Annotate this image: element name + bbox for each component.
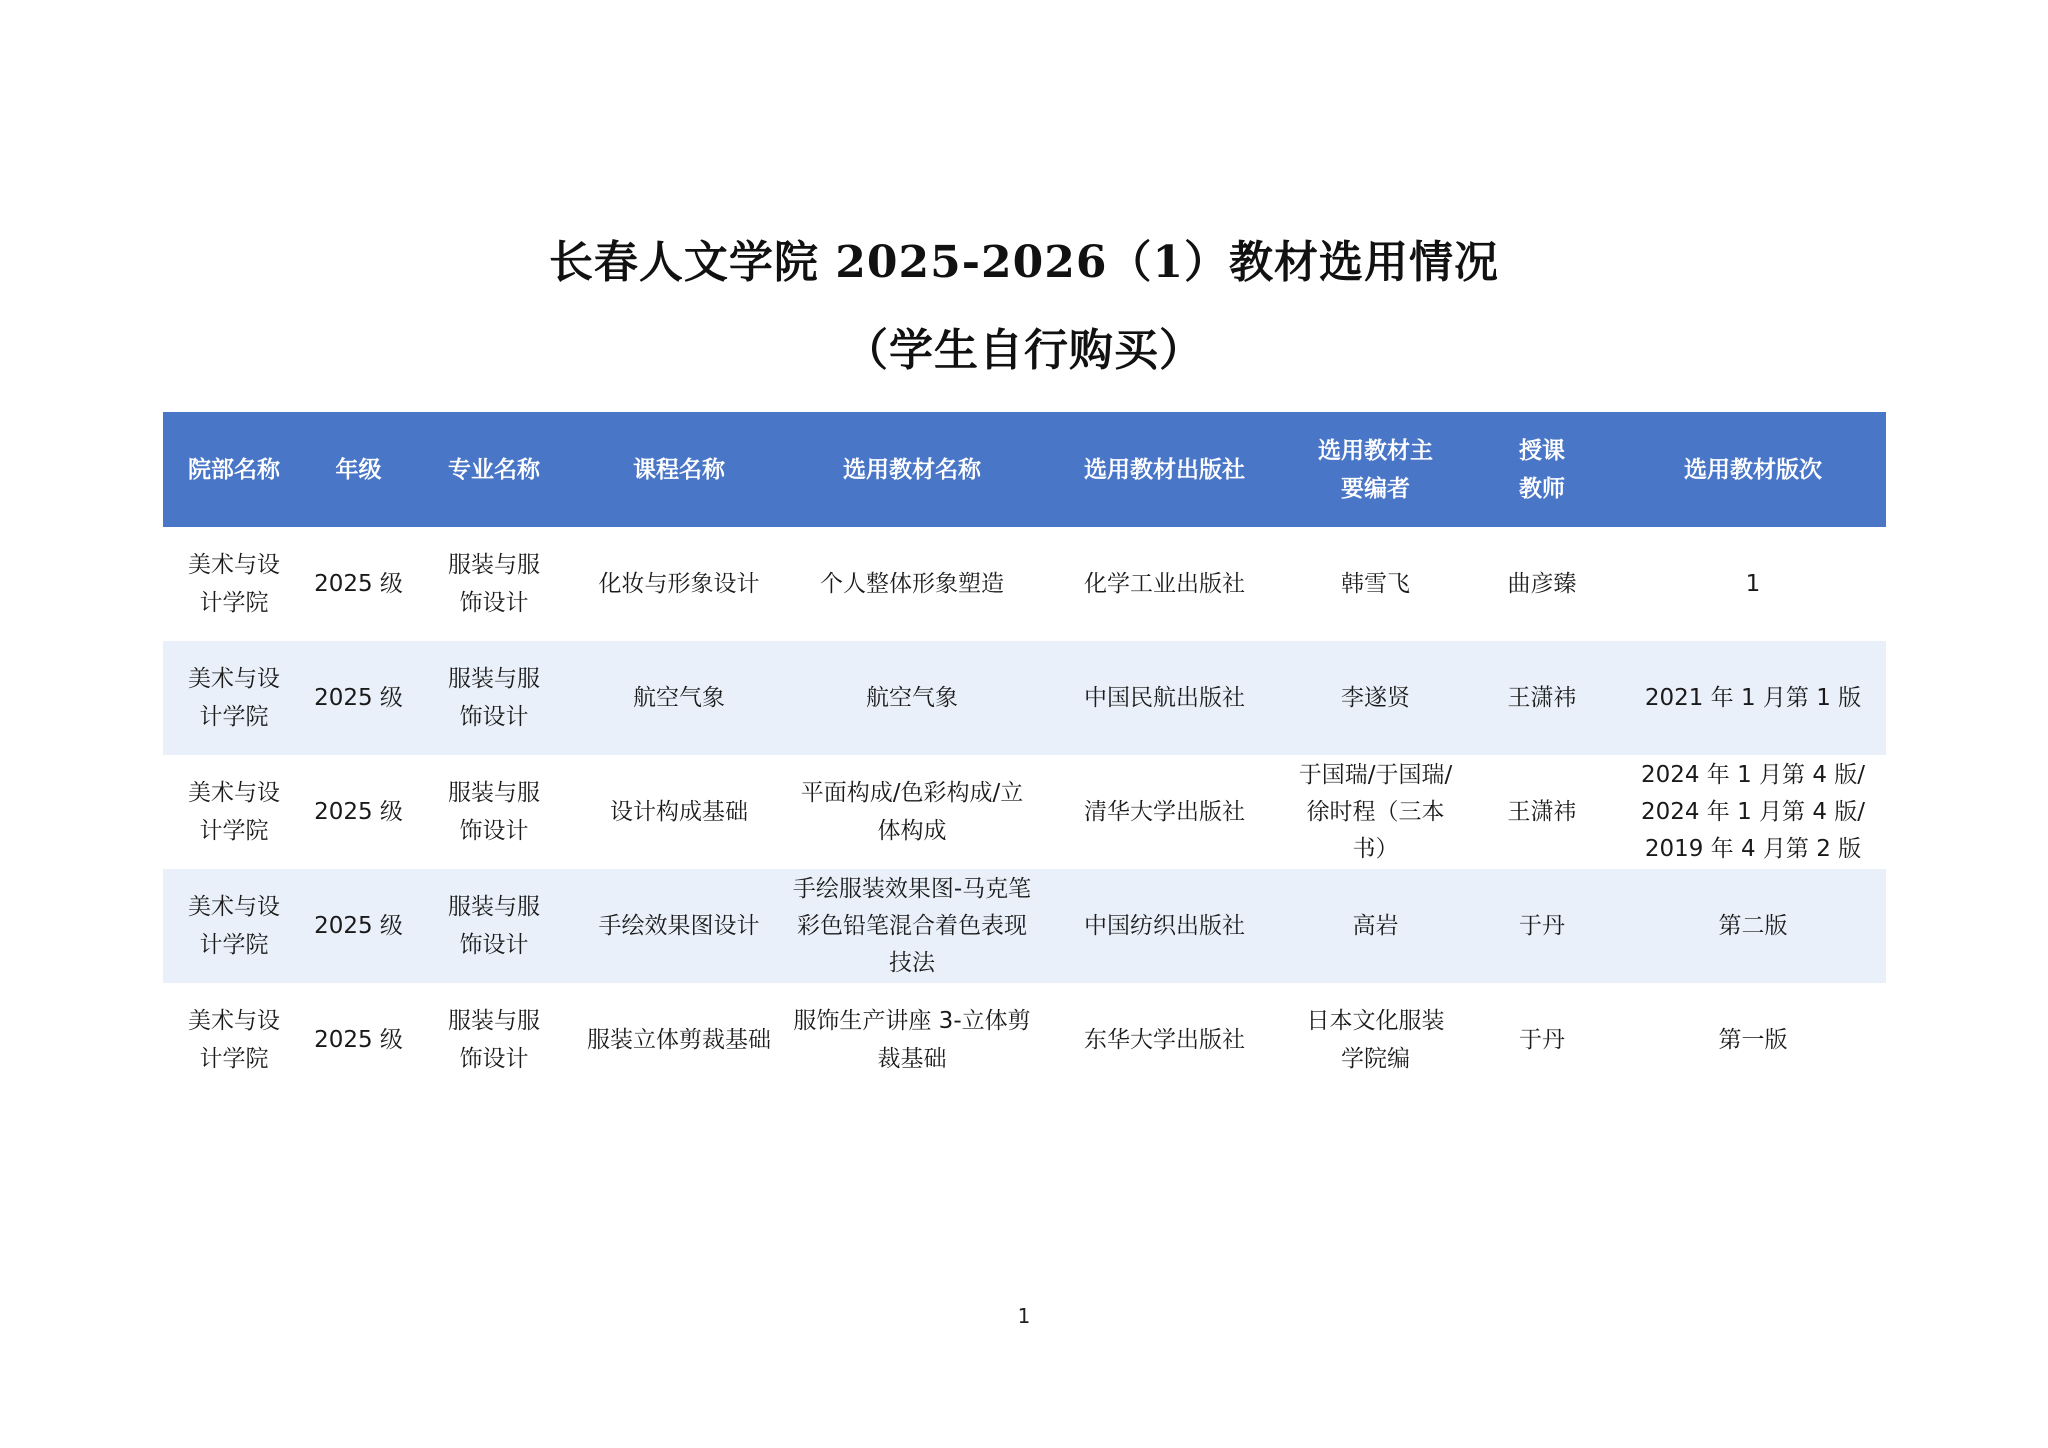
table-row xyxy=(163,527,1886,641)
cell-major: 服装与服饰设计 xyxy=(448,552,540,616)
cell-publisher: 清华大学出版社 xyxy=(1084,799,1245,825)
cell-publisher: 中国纺织出版社 xyxy=(1084,913,1245,939)
cell-teacher: 于丹 xyxy=(1519,913,1565,939)
cell-grade: 2025 级 xyxy=(314,913,403,939)
cell-college: 美术与设计学院 xyxy=(188,666,280,730)
cell-teacher: 曲彦臻 xyxy=(1507,571,1577,597)
cell-textbook: 手绘服装效果图-马克笔彩色铅笔混合着色表现技法 xyxy=(792,875,1032,976)
cell-editor: 韩雪飞 xyxy=(1341,571,1410,597)
cell-edition: 第二版 xyxy=(1718,913,1788,939)
cell-teacher: 于丹 xyxy=(1519,1027,1565,1053)
table-row xyxy=(163,755,1886,869)
cell-course: 化妆与形象设计 xyxy=(598,571,760,597)
textbook-table xyxy=(163,412,1886,1097)
cell-textbook: 航空气象 xyxy=(866,685,958,711)
cell-edition: 1 xyxy=(1745,571,1761,597)
table-header-row xyxy=(163,412,1886,527)
header-course: 课程名称 xyxy=(633,456,725,483)
table-row xyxy=(163,641,1886,755)
page-subtitle: （学生自行购买） xyxy=(844,325,1204,376)
cell-grade: 2025 级 xyxy=(314,1027,403,1053)
cell-grade: 2025 级 xyxy=(314,685,403,711)
cell-editor: 于国瑞/于国瑞/徐时程（三本书） xyxy=(1298,761,1453,862)
header-editor: 选用教材主要编者 xyxy=(1318,437,1433,502)
cell-course: 服装立体剪裁基础 xyxy=(587,1027,771,1053)
header-textbook: 选用教材名称 xyxy=(843,456,981,483)
cell-major: 服装与服饰设计 xyxy=(448,780,540,844)
cell-major: 服装与服饰设计 xyxy=(448,894,540,958)
header-publisher: 选用教材出版社 xyxy=(1084,456,1245,483)
cell-teacher: 王潇祎 xyxy=(1507,685,1577,711)
cell-textbook: 个人整体形象塑造 xyxy=(820,571,1004,597)
cell-edition: 第一版 xyxy=(1718,1027,1788,1053)
header-edition: 选用教材版次 xyxy=(1684,456,1822,483)
cell-grade: 2025 级 xyxy=(314,799,403,825)
cell-college: 美术与设计学院 xyxy=(188,552,280,616)
table-row xyxy=(163,983,1886,1097)
table-row xyxy=(163,869,1886,983)
cell-textbook: 服饰生产讲座 3-立体剪裁基础 xyxy=(793,1008,1031,1072)
cell-major: 服装与服饰设计 xyxy=(448,666,540,730)
header-college: 院部名称 xyxy=(188,456,280,483)
cell-edition: 2024 年 1 月第 4 版/2024 年 1 月第 4 版/2019 年 4 月第 2 版 xyxy=(1640,761,1866,862)
cell-grade: 2025 级 xyxy=(314,571,403,597)
cell-publisher: 化学工业出版社 xyxy=(1084,571,1245,597)
header-teacher: 授课教师 xyxy=(1519,437,1565,502)
header-grade: 年级 xyxy=(335,456,382,483)
cell-major: 服装与服饰设计 xyxy=(448,1008,540,1072)
cell-publisher: 中国民航出版社 xyxy=(1084,685,1245,711)
cell-course: 手绘效果图设计 xyxy=(598,913,760,939)
cell-course: 航空气象 xyxy=(633,685,725,711)
header-major: 专业名称 xyxy=(448,456,540,483)
cell-publisher: 东华大学出版社 xyxy=(1084,1027,1245,1053)
cell-college: 美术与设计学院 xyxy=(188,1008,280,1072)
cell-editor: 李遂贤 xyxy=(1341,685,1410,711)
cell-course: 设计构成基础 xyxy=(610,799,748,825)
cell-editor: 高岩 xyxy=(1352,913,1399,939)
page-title: 长春人文学院 2025-2026（1）教材选用情况 xyxy=(548,237,1500,288)
cell-teacher: 王潇祎 xyxy=(1507,799,1577,825)
cell-college: 美术与设计学院 xyxy=(188,780,280,844)
cell-textbook: 平面构成/色彩构成/立体构成 xyxy=(800,780,1024,844)
cell-college: 美术与设计学院 xyxy=(188,894,280,958)
cell-editor: 日本文化服装学院编 xyxy=(1306,1008,1445,1072)
page-number: 1 xyxy=(1017,1304,1031,1328)
cell-edition: 2021 年 1 月第 1 版 xyxy=(1644,685,1862,711)
